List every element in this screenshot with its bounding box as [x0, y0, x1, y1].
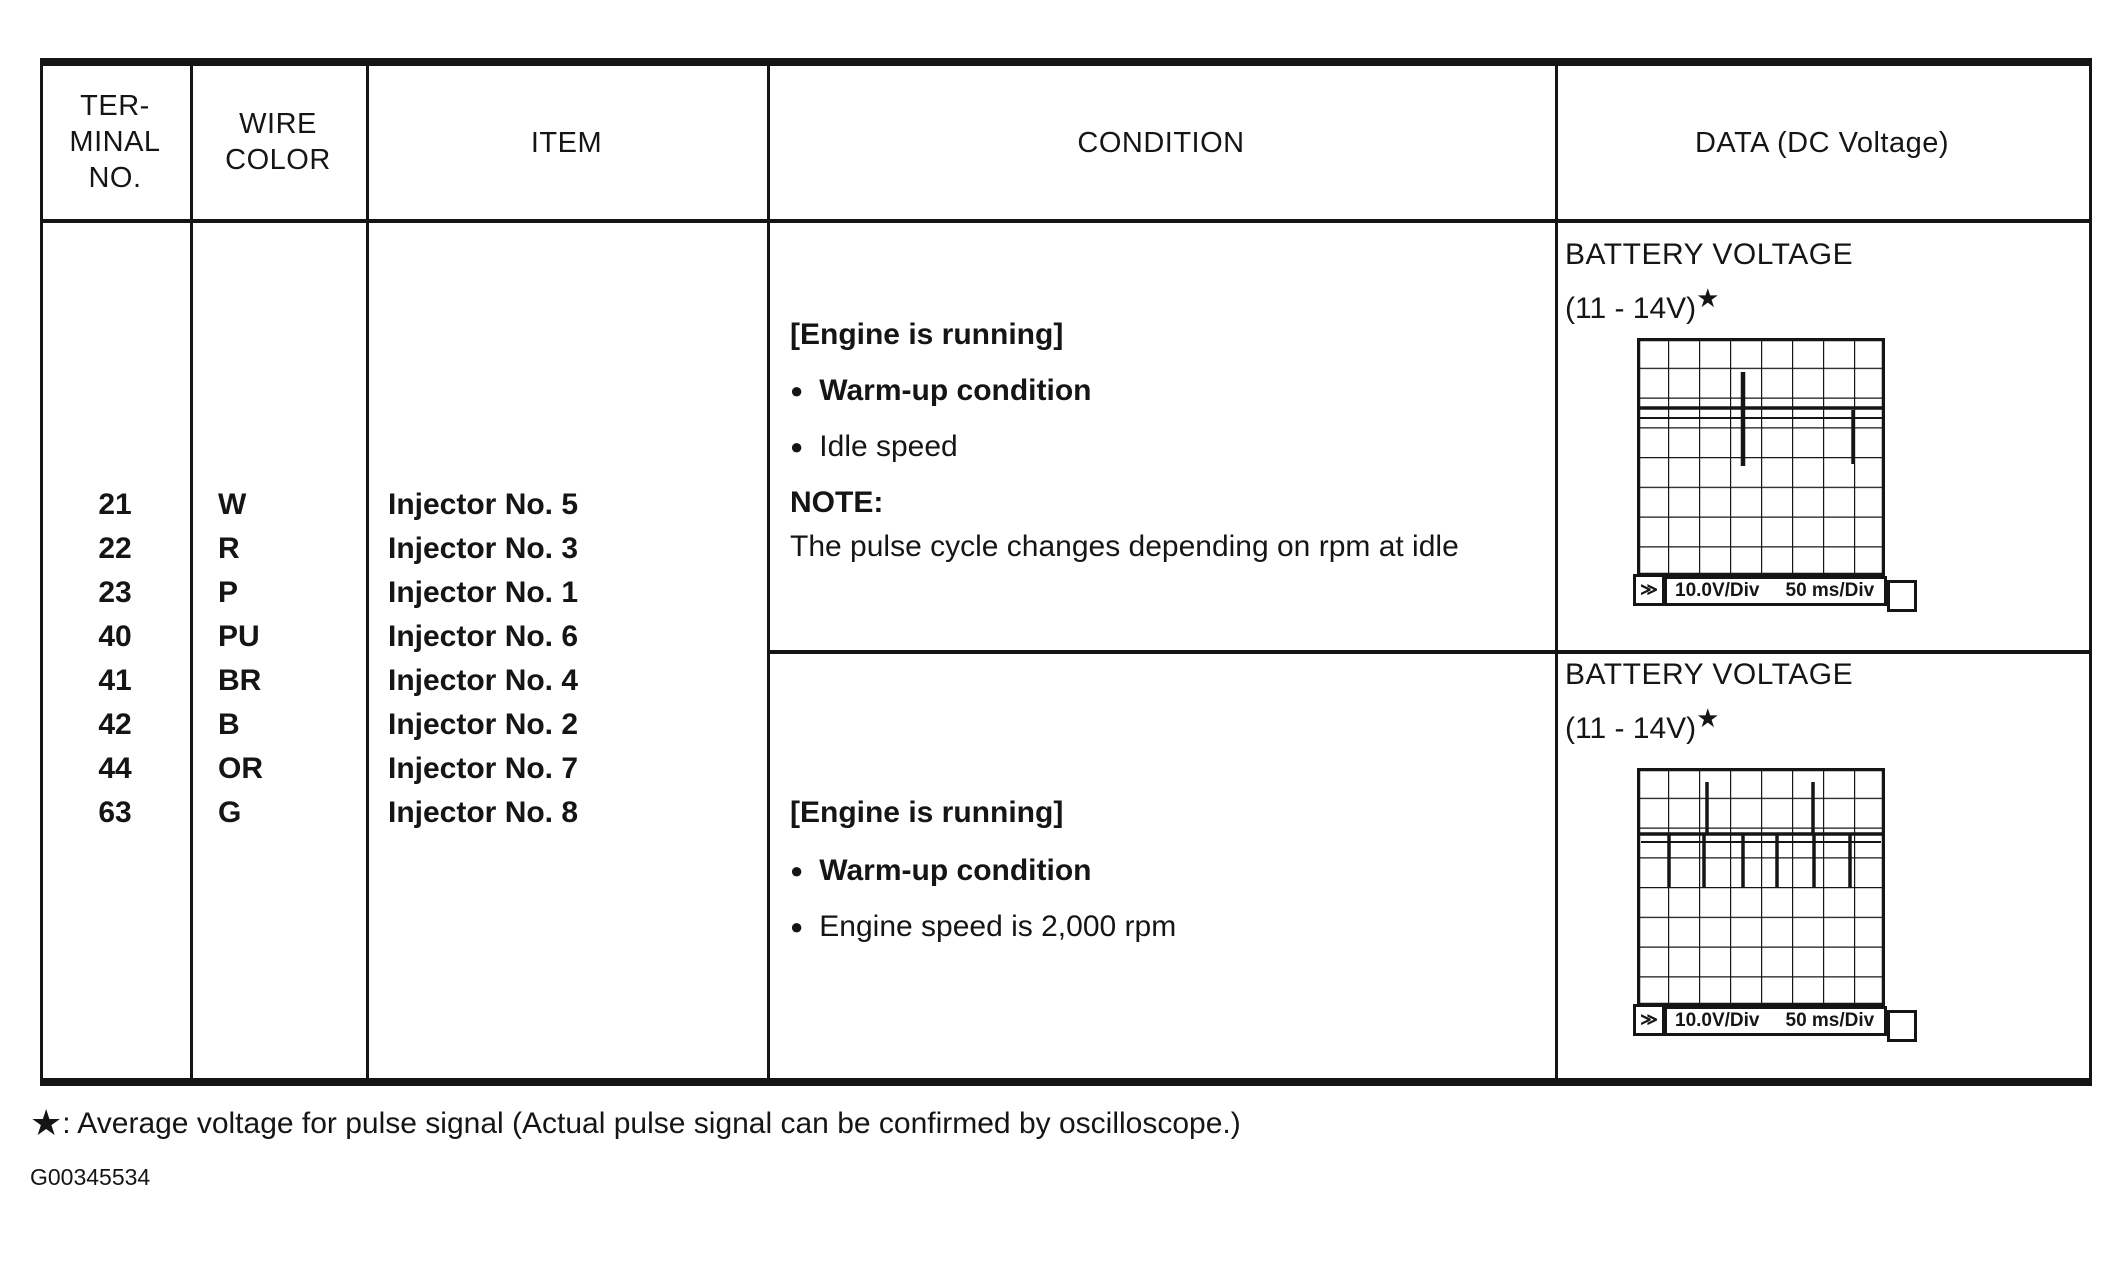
- terminal-no: 42: [98, 708, 132, 741]
- condition-idle-bullet2: [790, 430, 958, 464]
- volts-per-div-label: 10.0V/Div: [1675, 580, 1760, 601]
- condition-idle-heading: [Engine is running]: [790, 318, 1064, 351]
- condition-idle-bullet2-text: Idle speed: [819, 430, 958, 463]
- table-header-divider: [40, 219, 2092, 223]
- voltage-range-idle: [1565, 283, 1719, 326]
- header-terminal-line3: NO.: [88, 162, 142, 194]
- battery-voltage-title-idle: BATTERY VOLTAGE: [1565, 238, 1854, 271]
- condition-idle-bullet1-text: Warm-up condition: [819, 374, 1092, 407]
- terminal-no: 22: [98, 532, 132, 565]
- table-top-border: [40, 58, 2092, 66]
- oscilloscope-waveform-2000rpm: [1637, 768, 1885, 1006]
- bullet-icon: ●: [790, 914, 804, 939]
- condition-2000-bullet1: [790, 854, 1091, 888]
- terminal-number-column: [40, 483, 190, 835]
- item-label: Injector No. 2: [388, 708, 579, 741]
- wire-color: P: [218, 576, 239, 609]
- condition-2000-heading: [Engine is running]: [790, 796, 1064, 829]
- table-right-border: [2089, 58, 2092, 1086]
- col-divider-wire-item: [366, 62, 369, 1078]
- condition-2000-bullet2-text: Engine speed is 2,000 rpm: [819, 910, 1177, 943]
- item-label: Injector No. 3: [388, 532, 579, 565]
- figure-id: G00345534: [30, 1164, 151, 1190]
- scope-scale-labels: [1665, 1006, 1887, 1036]
- header-data: DATA (DC Voltage): [1694, 127, 1949, 159]
- item-label: Injector No. 1: [388, 576, 579, 609]
- terminal-no: 63: [98, 796, 132, 829]
- terminal-no: 40: [98, 620, 132, 653]
- condition-idle-note-label: NOTE:: [790, 486, 884, 519]
- time-per-div-label: 50 ms/Div: [1785, 1010, 1875, 1031]
- scope-end-box: [1887, 1010, 1917, 1042]
- volts-per-div-label: 10.0V/Div: [1675, 1010, 1760, 1031]
- condition-2000-bullet1-text: Warm-up condition: [819, 854, 1092, 887]
- scope-scale-labels: [1665, 576, 1887, 606]
- star-icon: ★: [1696, 283, 1720, 313]
- scope-end-box: [1887, 580, 1917, 612]
- wire-color: B: [218, 708, 240, 741]
- wire-color: BR: [218, 664, 262, 697]
- scope-readout-bar-2000: [1633, 1004, 1917, 1042]
- wire-color: G: [218, 796, 242, 829]
- footnote-text: : Average voltage for pulse signal (Actual pulse signal can be confirmed by oscilloscope.): [62, 1107, 1241, 1140]
- wire-color-column: [218, 483, 263, 835]
- header-terminal-no: [40, 88, 190, 196]
- star-icon: ★: [1696, 703, 1720, 733]
- header-item: ITEM: [530, 127, 603, 159]
- oscilloscope-waveform-idle: [1637, 338, 1885, 576]
- star-icon: ★: [30, 1102, 63, 1143]
- col-divider-terminal-wire: [190, 62, 193, 1078]
- table-bottom-border: [40, 1078, 2092, 1086]
- item-label: Injector No. 6: [388, 620, 579, 653]
- header-condition: CONDITION: [1077, 127, 1245, 159]
- terminal-no: 44: [98, 752, 132, 785]
- terminal-no: 21: [98, 488, 132, 521]
- row-divider-conditions: [767, 650, 2092, 654]
- wire-color: OR: [218, 752, 263, 785]
- bullet-icon: ●: [790, 858, 804, 883]
- header-wire-line1: WIRE: [239, 108, 317, 140]
- col-divider-condition-data: [1555, 62, 1558, 1078]
- terminal-no: 41: [98, 664, 132, 697]
- col-divider-item-condition: [767, 62, 770, 1078]
- voltage-range-2000-text: (11 - 14V): [1565, 712, 1697, 745]
- wire-color: R: [218, 532, 240, 565]
- header-wire-line2: COLOR: [225, 144, 331, 176]
- terminal-no: 23: [98, 576, 132, 609]
- time-per-div-label: 50 ms/Div: [1785, 580, 1875, 601]
- item-label: Injector No. 7: [388, 752, 579, 785]
- header-terminal-line2: MINAL: [69, 126, 161, 158]
- voltage-range-idle-text: (11 - 14V): [1565, 292, 1697, 325]
- header-wire-color: [190, 106, 366, 178]
- wire-color: W: [218, 488, 247, 521]
- scope-marker-icon: ≫: [1633, 1004, 1665, 1036]
- voltage-range-2000: [1565, 703, 1719, 746]
- item-column: [388, 483, 578, 835]
- wire-color: PU: [218, 620, 260, 653]
- scope-readout-bar-idle: [1633, 574, 1917, 612]
- item-label: Injector No. 8: [388, 796, 579, 829]
- battery-voltage-title-2000: BATTERY VOLTAGE: [1565, 658, 1854, 691]
- bullet-icon: ●: [790, 378, 804, 403]
- item-label: Injector No. 5: [388, 488, 579, 521]
- condition-2000-bullet2: [790, 910, 1176, 944]
- footnote: [30, 1102, 1241, 1144]
- scope-marker-icon: ≫: [1633, 574, 1665, 606]
- condition-idle-note-text: The pulse cycle changes depending on rpm at idle: [790, 530, 1459, 563]
- item-label: Injector No. 4: [388, 664, 579, 697]
- condition-idle-bullet1: [790, 374, 1091, 408]
- header-terminal-line1: TER-: [80, 90, 150, 122]
- bullet-icon: ●: [790, 434, 804, 459]
